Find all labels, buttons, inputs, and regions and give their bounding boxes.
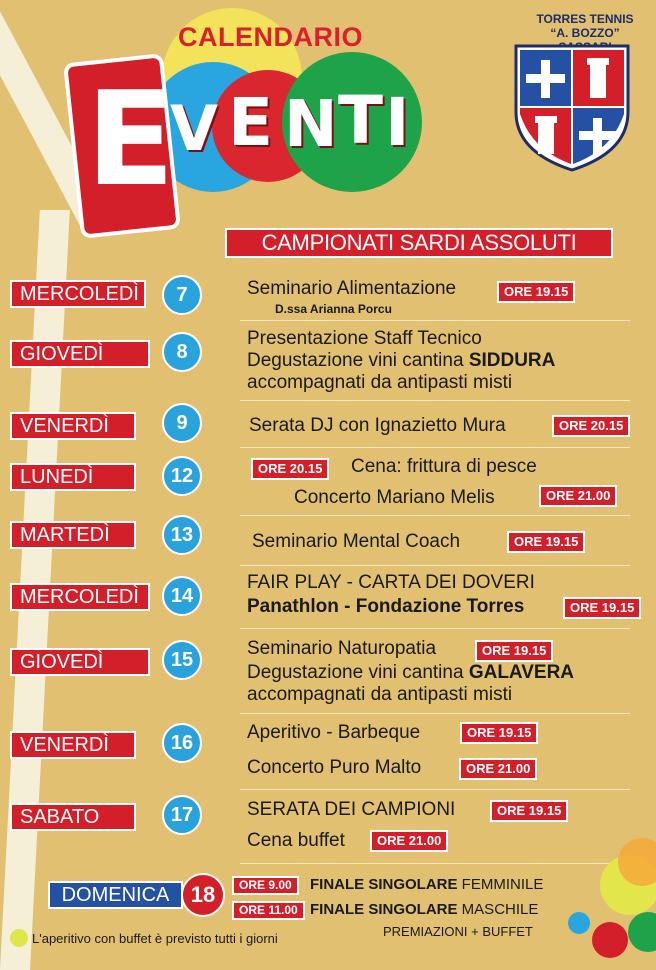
time-badge: ORE 19.15 — [490, 800, 568, 822]
event-text: accompagnati da antipasti misti — [247, 372, 513, 393]
row-divider — [240, 628, 630, 629]
day-label: VENERDÌ — [10, 731, 136, 759]
day-label: LUNEDÌ — [10, 463, 136, 491]
time-badge: ORE 19.15 — [507, 531, 585, 553]
ball-decoration — [568, 912, 590, 934]
day-label: GIOVEDÌ — [10, 340, 150, 368]
time-badge: ORE 21.00 — [459, 758, 537, 780]
day-number: 15 — [162, 640, 202, 680]
day-number: 13 — [162, 515, 202, 555]
event-text: Seminario Naturopatia — [247, 638, 437, 659]
event-text: Presentazione Staff Tecnico — [247, 328, 482, 349]
event-text: accompagnati da antipasti misti — [247, 684, 513, 705]
day-number: 14 — [162, 576, 202, 616]
day-label: SABATO — [10, 803, 136, 831]
event-text: Seminario Alimentazione — [247, 278, 457, 299]
row-divider — [240, 565, 630, 566]
event-text: FAIR PLAY - CARTA DEI DOVERI — [247, 572, 535, 593]
tennis-ball-icon — [10, 929, 28, 947]
row-divider — [240, 789, 630, 790]
row-divider — [240, 447, 630, 448]
ball-decoration — [628, 912, 656, 952]
event-text: SERATA DEI CAMPIONI — [247, 799, 456, 820]
time-badge: ORE 19.15 — [497, 281, 575, 303]
eventi-letter-e2: E — [228, 84, 274, 161]
day-number: 8 — [162, 332, 202, 372]
time-badge: ORE 20.15 — [552, 415, 630, 437]
eventi-letter-i: I — [385, 84, 410, 161]
event-text: Degustazione vini cantina GALAVERA — [247, 662, 575, 683]
event-subtitle: D.ssa Arianna Porcu — [275, 302, 392, 316]
event-text: Aperitivo - Barbeque — [247, 722, 421, 743]
day-label: VENERDÌ — [10, 412, 136, 440]
event-text: Concerto Mariano Melis — [294, 487, 495, 508]
row-divider — [240, 320, 630, 321]
calendario-title: CALENDARIO — [178, 22, 363, 52]
day-label: MERCOLEDÌ — [10, 280, 146, 308]
ball-decoration — [592, 922, 628, 958]
club-shield-icon — [512, 42, 632, 174]
time-badge: ORE 19.15 — [475, 640, 553, 662]
event-text: Seminario Mental Coach — [252, 531, 461, 552]
time-badge: ORE 21.00 — [539, 485, 617, 507]
row-divider — [240, 400, 630, 401]
event-text: Panathlon - Fondazione Torres — [247, 596, 525, 617]
day-label: MERCOLEDÌ — [10, 583, 150, 611]
time-badge: ORE 20.15 — [251, 458, 329, 480]
eventi-letter-t: T — [338, 82, 384, 159]
day-label: GIOVEDÌ — [10, 648, 150, 676]
event-text: Cena buffet — [247, 830, 345, 851]
championship-banner: CAMPIONATI SARDI ASSOLUTI — [225, 228, 613, 258]
final-text: FINALE SINGOLARE FEMMINILE — [310, 876, 544, 893]
day-number: 7 — [162, 275, 202, 315]
row-divider — [240, 863, 630, 864]
day-label: MARTEDÌ — [10, 521, 136, 549]
event-text: Cena: frittura di pesce — [351, 456, 537, 477]
day-number: 17 — [162, 795, 202, 835]
day-label: DOMENICA — [48, 881, 183, 909]
eventi-letter-e: E — [86, 63, 175, 215]
event-text: Serata DJ con Ignazietto Mura — [249, 415, 506, 436]
day-number: 9 — [162, 403, 202, 443]
final-text: FINALE SINGOLARE MASCHILE — [310, 901, 539, 918]
time-badge: ORE 9.00 — [232, 876, 299, 895]
eventi-letter-n: N — [284, 88, 338, 162]
event-text: Concerto Puro Malto — [247, 757, 422, 778]
time-badge: ORE 19.15 — [460, 722, 538, 744]
time-badge: ORE 21.00 — [370, 830, 448, 852]
day-number: 12 — [162, 456, 202, 496]
footer-note: L'aperitivo con buffet è previsto tutti i giorni — [32, 931, 278, 946]
row-divider — [240, 713, 630, 714]
day-number: 16 — [162, 723, 202, 763]
event-text: Degustazione vini cantina SIDDURA — [247, 350, 556, 371]
row-divider — [240, 515, 630, 516]
day-number: 18 — [181, 873, 225, 917]
premiazioni-text: PREMIAZIONI + BUFFET — [383, 924, 533, 939]
time-badge: ORE 19.15 — [563, 597, 641, 619]
eventi-letter-v: V — [170, 92, 218, 165]
time-badge: ORE 11.00 — [232, 901, 305, 920]
club-name: TORRES TENNIS “A. BOZZO” — [536, 12, 634, 40]
